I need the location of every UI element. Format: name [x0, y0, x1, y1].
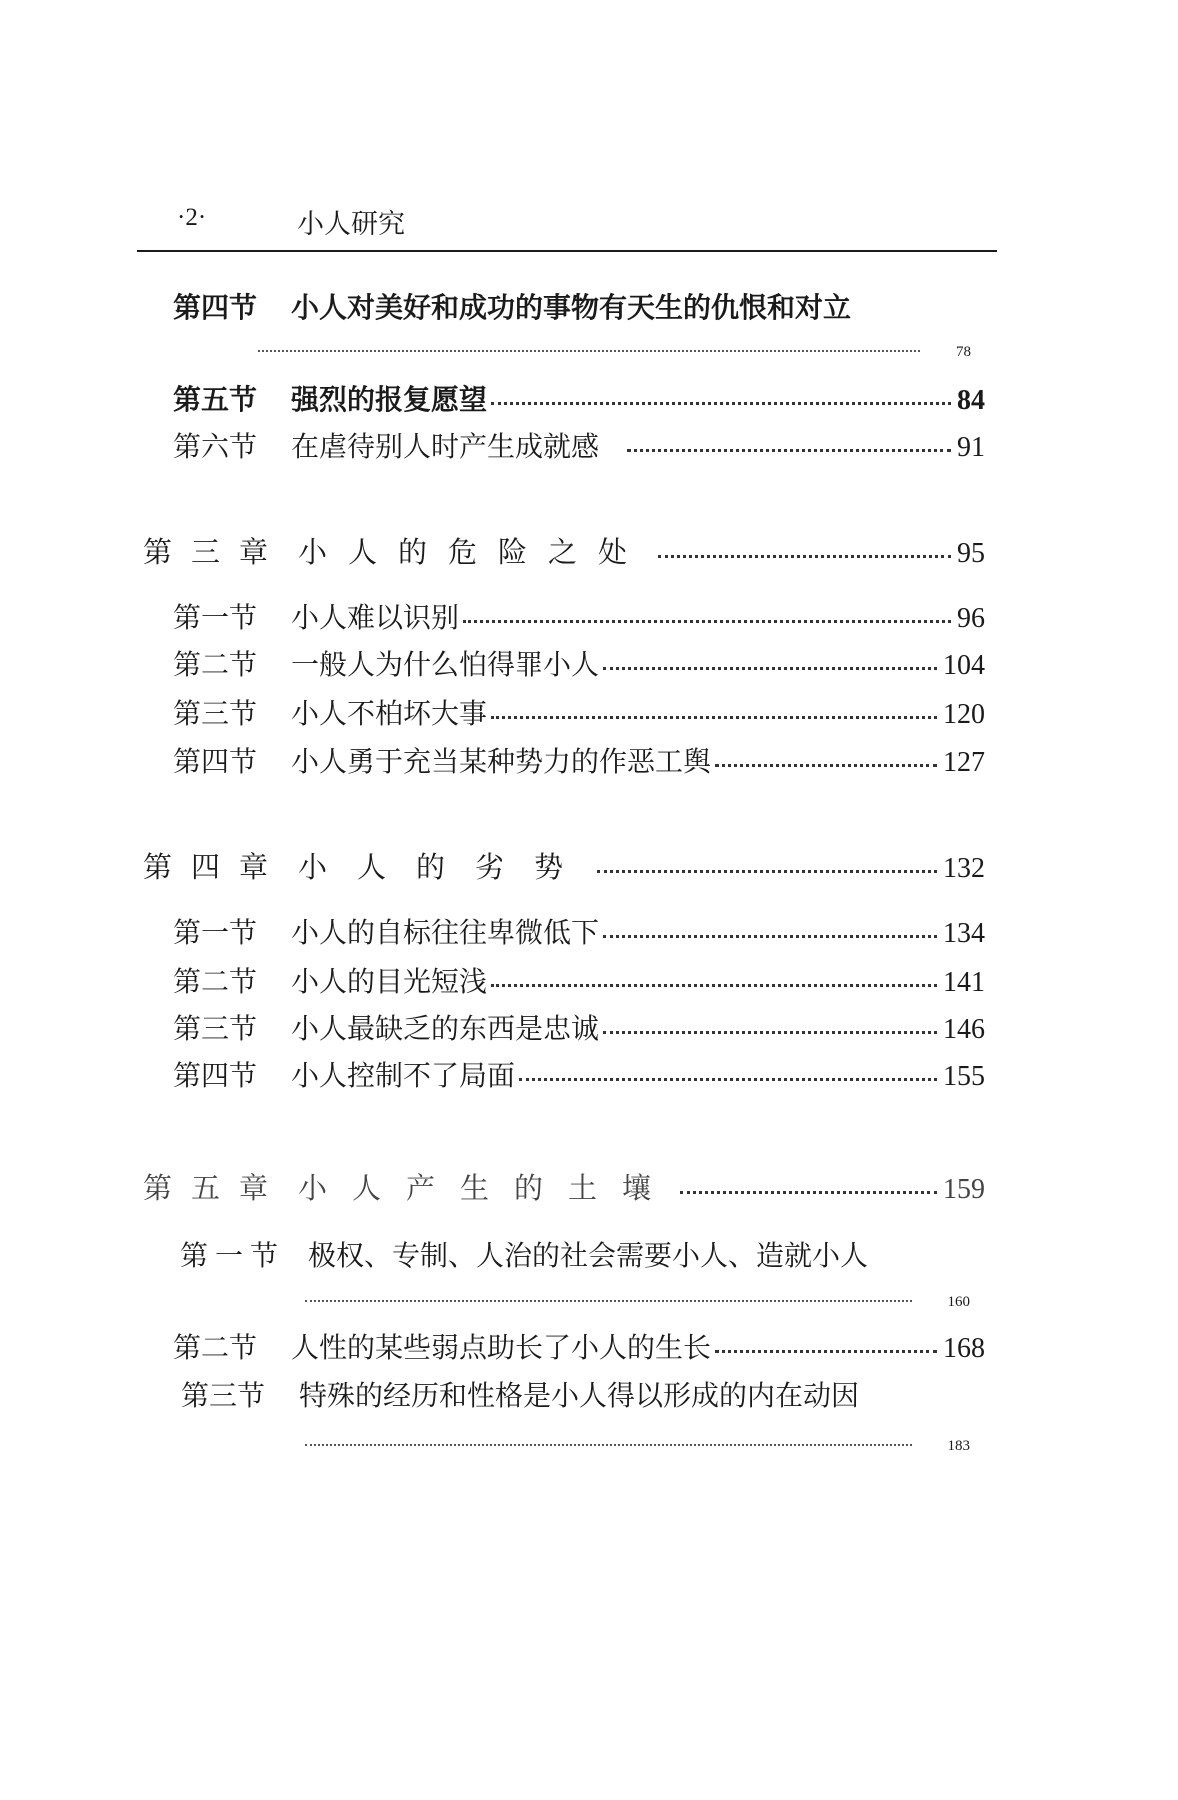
toc-entry-section[interactable] — [173, 643, 985, 683]
section-title: 小人最缺乏的东西是忠诚 — [291, 1012, 600, 1045]
toc-entry-continuation[interactable] — [305, 1438, 970, 1455]
toc-entry-chapter[interactable] — [143, 530, 985, 571]
dot-leader — [715, 1350, 937, 1353]
section-title: 小人不柏坏大事 — [291, 697, 488, 730]
page-ref: 134 — [943, 918, 985, 949]
toc-entry-section[interactable] — [173, 596, 985, 636]
section-title: 特殊的经历和性格是小人得以形成的内在动因 — [299, 1379, 860, 1412]
dot-leader — [603, 1031, 937, 1034]
section-label: 第四节 — [173, 1059, 258, 1092]
section-label: 第二节 — [173, 1331, 258, 1364]
page-ref: 95 — [957, 538, 985, 569]
section-title: 在虐待别人时产生成就感 — [291, 430, 600, 463]
page-ref: 104 — [943, 650, 985, 681]
toc-entry-section[interactable] — [173, 425, 985, 465]
page-ref: 155 — [943, 1061, 985, 1092]
dot-leader — [305, 1300, 912, 1302]
section-title: 极权、专制、人治的社会需要小人、造就小人 — [308, 1239, 869, 1272]
section-label: 第二节 — [173, 648, 258, 681]
section-title: 小人的目光短浅 — [291, 965, 488, 998]
toc-entry-section[interactable] — [173, 1326, 985, 1366]
page-ref: 120 — [943, 699, 985, 730]
dot-leader — [603, 667, 937, 670]
chapter-title: 小人的危险之处 — [298, 535, 649, 569]
toc-entry-chapter[interactable] — [143, 1166, 985, 1207]
page-ref: 96 — [957, 603, 985, 634]
dot-leader — [715, 764, 937, 767]
section-label: 第三节 — [173, 697, 258, 730]
page-ref: 132 — [943, 853, 985, 884]
section-title: 强烈的报复愿望 — [291, 383, 488, 416]
section-label: 第一节 — [173, 916, 258, 949]
dot-leader — [491, 984, 937, 987]
page-ref: 159 — [943, 1174, 985, 1205]
section-title: 小人难以识别 — [291, 601, 460, 634]
toc-entry-section[interactable] — [173, 960, 985, 1000]
dot-leader — [491, 716, 937, 719]
toc-entry-continuation[interactable] — [305, 1294, 970, 1311]
dot-leader — [597, 870, 937, 873]
toc-entry-section[interactable] — [173, 692, 985, 732]
dot-leader — [491, 402, 951, 405]
page-ref: 78 — [956, 344, 971, 360]
toc-entry-chapter[interactable] — [143, 845, 985, 886]
page-ref: 84 — [957, 385, 985, 416]
toc-entry-section[interactable] — [173, 740, 985, 780]
chapter-title: 小人产生的土壤 — [298, 1171, 677, 1205]
section-label: 第三节 — [173, 1012, 258, 1045]
book-title: 小人研究 — [297, 209, 405, 240]
section-title: 一般人为什么怕得罪小人 — [291, 648, 600, 681]
chapter-label: 第三章 — [143, 535, 288, 569]
page-ref: 168 — [943, 1333, 985, 1364]
page-ref: 127 — [943, 747, 985, 778]
dot-leader — [519, 1078, 937, 1081]
dot-leader — [463, 620, 951, 623]
dot-leader — [658, 555, 951, 558]
section-label: 第一节 — [173, 601, 258, 634]
toc-entry-section[interactable] — [173, 1007, 985, 1047]
toc-entry-section[interactable] — [173, 911, 985, 951]
page-ref: 183 — [947, 1438, 970, 1454]
toc-entry-section[interactable] — [173, 378, 985, 418]
chapter-title: 小人的劣势 — [298, 850, 594, 884]
dot-leader — [603, 935, 937, 938]
section-title: 人性的某些弱点助长了小人的生长 — [291, 1331, 712, 1364]
dot-leader — [627, 449, 951, 452]
section-label: 第四节 — [173, 291, 258, 324]
section-label: 第二节 — [173, 965, 258, 998]
page-ref: 141 — [943, 967, 985, 998]
page-ref: 91 — [957, 432, 985, 463]
section-label: 第五节 — [173, 383, 258, 416]
section-label: 第四节 — [173, 745, 258, 778]
page-ref: 160 — [947, 1294, 970, 1310]
toc-entry-section[interactable] — [180, 1234, 868, 1274]
dot-leader — [680, 1191, 937, 1194]
section-title: 小人勇于充当某种势力的作恶工舆 — [291, 745, 712, 778]
section-title: 小人对美好和成功的事物有天生的仇恨和对立 — [291, 291, 852, 324]
section-title: 小人的自标往往卑微低下 — [291, 916, 600, 949]
section-title: 小人控制不了局面 — [291, 1059, 516, 1092]
dot-leader — [258, 350, 920, 352]
page-ref: 146 — [943, 1014, 985, 1045]
chapter-label: 第四章 — [143, 850, 288, 884]
dot-leader — [305, 1444, 912, 1446]
running-header — [137, 200, 997, 252]
page-number: ·2· — [177, 204, 207, 231]
section-label: 第三节 — [181, 1379, 266, 1412]
section-label: 第六节 — [173, 430, 258, 463]
toc-entry-section[interactable] — [173, 286, 851, 326]
toc-entry-section[interactable] — [181, 1374, 859, 1414]
toc-entry-continuation[interactable] — [258, 344, 971, 361]
toc-entry-section[interactable] — [173, 1054, 985, 1094]
chapter-label: 第五章 — [143, 1171, 288, 1205]
section-label: 第一节 — [180, 1239, 286, 1272]
